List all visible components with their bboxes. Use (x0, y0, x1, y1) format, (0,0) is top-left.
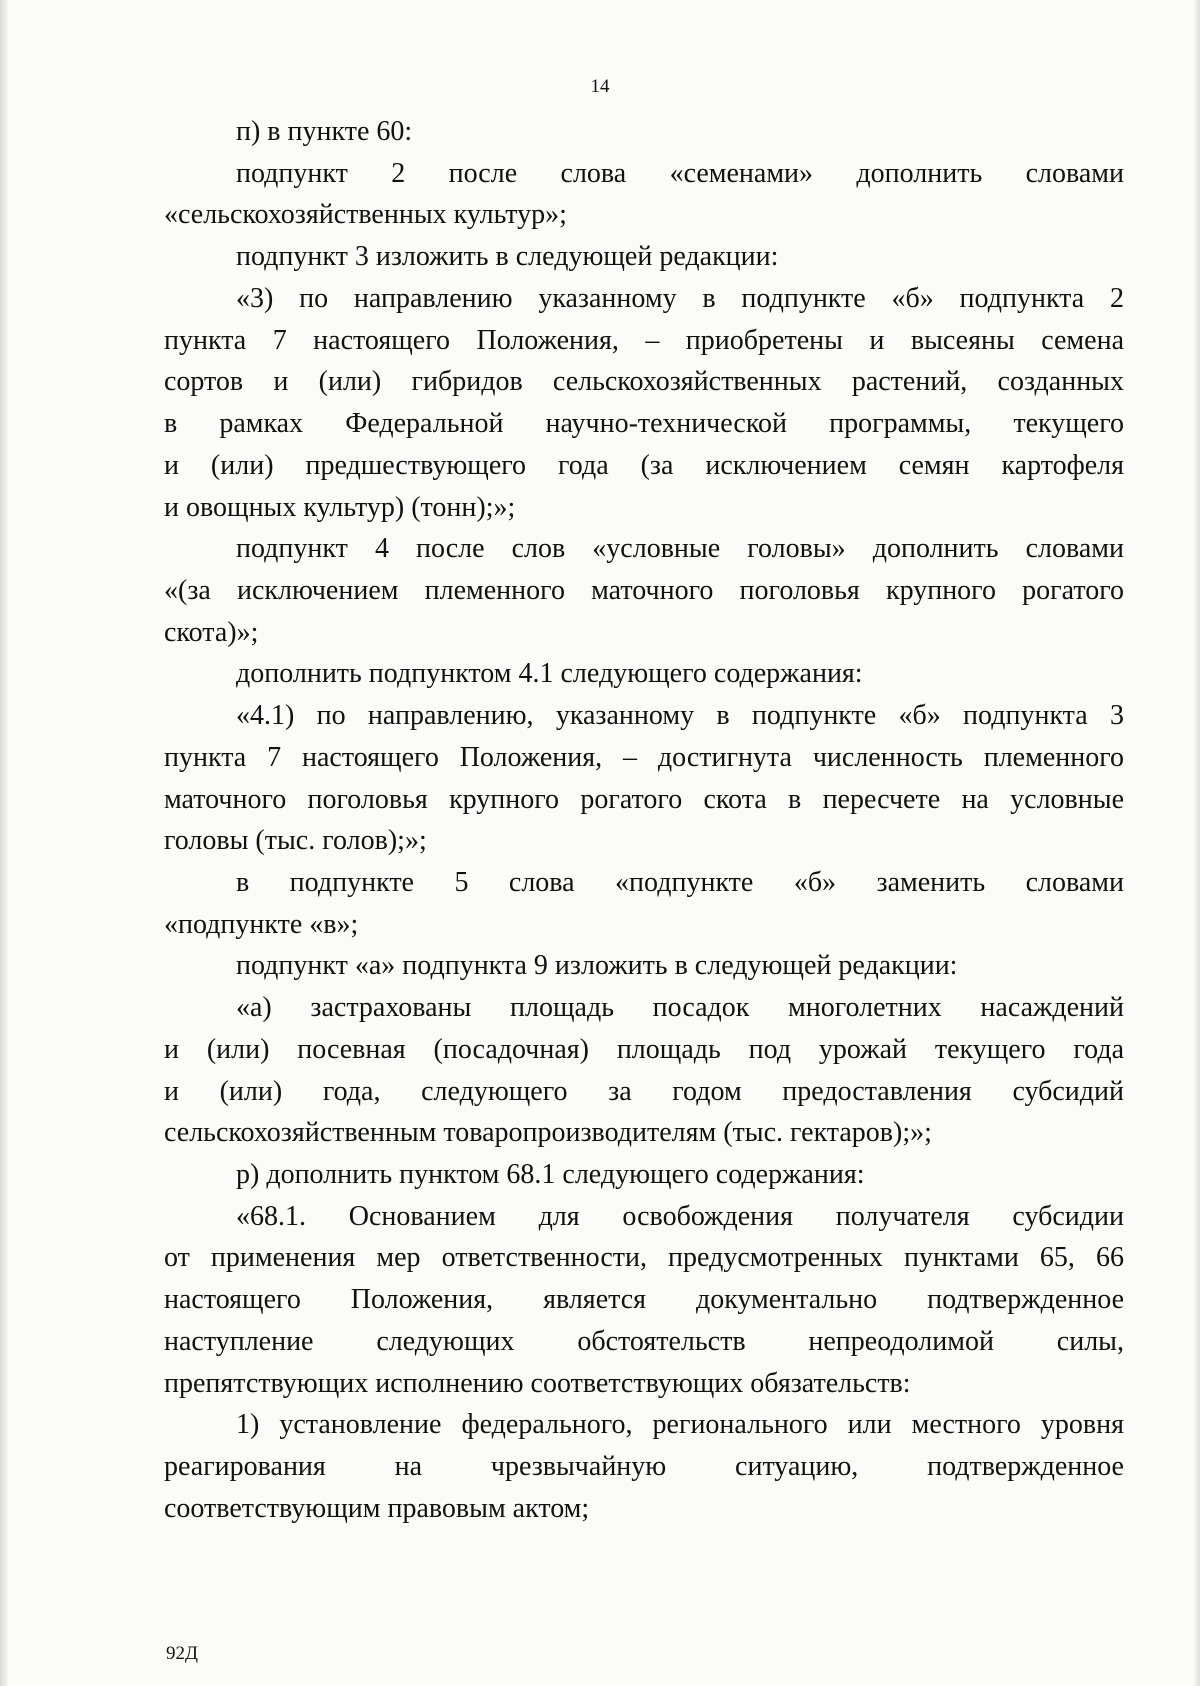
text-line: скота)»; (164, 617, 259, 648)
text-line: дополнить подпунктом 4.1 следующего содержания: (236, 658, 863, 689)
text-line: в рамках Федеральной научно-технической программы, текущего (164, 408, 1124, 439)
text-line: «3) по направлению указанному в подпункте «б» подпункта 2 (236, 283, 1124, 314)
text-line: от применения мер ответственности, предусмотренных пунктами 65, 66 (164, 1242, 1124, 1273)
text-line: «(за исключением племенного маточного поголовья крупного рогатого (164, 575, 1124, 606)
text-line: соответствующим правовым актом; (164, 1493, 590, 1524)
text-line: «подпункте «в»; (164, 909, 359, 940)
text-line: наступление следующих обстоятельств непреодолимой силы, (164, 1326, 1124, 1357)
text-line: и овощных культур) (тонн);»; (164, 492, 516, 523)
text-line: маточного поголовья крупного рогатого скота в пересчете на условные (164, 784, 1124, 815)
text-line: пункта 7 настоящего Положения, – приобретены и высеяны семена (164, 325, 1124, 356)
text-line: и (или) посевная (посадочная) площадь под урожай текущего года (164, 1034, 1124, 1065)
text-line: подпункт 2 после слова «семенами» дополнить словами (236, 158, 1124, 189)
text-line: настоящего Положения, является документально подтвержденное (164, 1284, 1124, 1315)
text-line: реагирования на чрезвычайную ситуацию, подтвержденное (164, 1451, 1124, 1482)
footer-code: 92Д (166, 1643, 198, 1664)
text-line: р) дополнить пунктом 68.1 следующего содержания: (236, 1159, 865, 1190)
text-line: «а) застрахованы площадь посадок многолетних насаждений (236, 992, 1124, 1023)
scan-right-edge (1194, 0, 1200, 1686)
text-line: пункта 7 настоящего Положения, – достигнута численность племенного (164, 742, 1124, 773)
text-line: подпункт «а» подпункта 9 изложить в следующей редакции: (236, 950, 958, 981)
text-line: подпункт 3 изложить в следующей редакции: (236, 241, 779, 272)
text-line: п) в пункте 60: (236, 116, 413, 147)
text-line: в подпункте 5 слова «подпункте «б» заменить словами (236, 867, 1124, 898)
text-line: сортов и (или) гибридов сельскохозяйственных растений, созданных (164, 366, 1124, 397)
text-line: «68.1. Основанием для освобождения получателя субсидии (236, 1201, 1124, 1232)
text-line: подпункт 4 после слов «условные головы» дополнить словами (236, 533, 1124, 564)
text-line: и (или) года, следующего за годом предоставления субсидий (164, 1076, 1124, 1107)
page-number: 14 (590, 76, 610, 97)
text-line: 1) установление федерального, регионального или местного уровня (236, 1409, 1124, 1440)
text-line: головы (тыс. голов);»; (164, 825, 427, 856)
scan-left-edge (0, 0, 8, 1686)
text-line: препятствующих исполнению соответствующих обязательств: (164, 1368, 911, 1399)
text-line: и (или) предшествующего года (за исключением семян картофеля (164, 450, 1124, 481)
text-line: «4.1) по направлению, указанному в подпункте «б» подпункта 3 (236, 700, 1124, 731)
text-line: «сельскохозяйственных культур»; (164, 199, 567, 230)
text-line: сельскохозяйственным товаропроизводителям (тыс. гектаров);»; (164, 1117, 932, 1148)
